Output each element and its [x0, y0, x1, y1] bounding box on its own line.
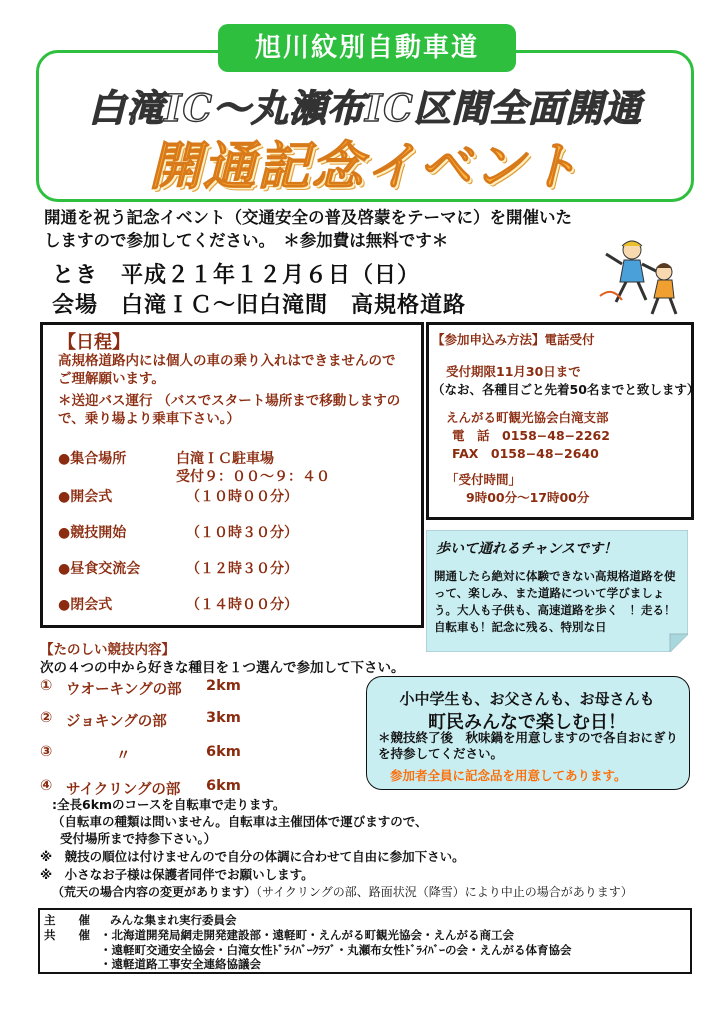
activity-note: ※ 競技の順位は付けませんので自分の体調に合わせて自由に参加下さい。 — [40, 849, 465, 864]
section-title: 白滝IC〜丸瀬布IC区間全面開通 — [88, 86, 642, 130]
host-name: みんな集まれ実行委員会 — [110, 913, 237, 927]
activity-name: サイクリングの部 — [66, 782, 181, 798]
road-name-badge: 旭川紋別自動車道 — [218, 24, 516, 72]
activity-name: 〃 — [116, 748, 131, 764]
event-venue: 会場 白滝ＩＣ〜旧白滝間 高規格道路 — [52, 293, 467, 318]
cohost-label: 共 催 — [44, 928, 90, 942]
activity-note: :全長6kmのコースを自転車で走ります。 — [52, 797, 286, 812]
registration-fax: FAX 0158−48−2640 — [452, 446, 599, 461]
schedule-label: ●昼食交流会 — [58, 561, 141, 577]
activity-number: ② — [40, 710, 53, 726]
town-callout-line-4: 参加者全員に記念品を用意してあります。 — [390, 768, 627, 783]
weather-detail: （サイクリングの部、路面状況（降雪）により中止の場合があります） — [256, 885, 633, 899]
schedule-label: ●開会式 — [58, 489, 113, 505]
registration-limit: （なお、各種目ごと先着50名までと致します） — [432, 382, 700, 397]
hours-label: 「受付時間」 — [446, 472, 522, 487]
cohost-line-1: ・北海道開発局網走開発建設部・遠軽町・えんがる町観光協会・えんがる商工会 — [100, 928, 514, 942]
activity-number: ① — [40, 678, 53, 694]
town-callout-line-1: 小中学生も、お父さんも、お母さんも — [399, 690, 655, 708]
bus-note: ＊送迎バス運行 （バスでスタート場所まで移動しますので、乗り場より乗車下さい。） — [58, 393, 401, 427]
hours-value: 9時00分〜17時00分 — [466, 490, 590, 505]
town-callout-line-2: 町民みんなで楽しむ日！ — [428, 712, 626, 733]
activity-number: ③ — [40, 744, 53, 760]
activity-name: ジョキングの部 — [66, 714, 167, 730]
intro-line-1: 開通を祝う記念イベント（交通安全の普及啓蒙をテーマに）を開催いた — [44, 208, 572, 227]
schedule-time: （１２時３０分） — [186, 561, 298, 577]
activity-number: ④ — [40, 778, 53, 794]
schedule-time: （１０時３０分） — [186, 525, 298, 541]
chance-title: 歩いて通れるチャンスです！ — [436, 541, 618, 557]
activities-header: 【たのしい競技内容】 — [40, 642, 175, 658]
weather-note — [52, 884, 702, 901]
activities-intro: 次の４つの中から好きな種目を１つ選んで参加して下さい。 — [40, 660, 405, 676]
schedule-label: ●閉会式 — [58, 597, 113, 613]
activity-note: ※ 小さなお子様は保護者同伴でお願いします。 — [40, 867, 314, 882]
event-date: とき 平成２１年１２月６日（日） — [52, 263, 421, 288]
activity-distance: 6km — [206, 744, 241, 760]
activity-distance: 2km — [206, 678, 241, 694]
schedule-title: 【日程】 — [58, 332, 130, 353]
intro-line-2: しますので参加してください。 ＊参加費は無料です＊ — [44, 231, 449, 250]
event-title: 開通記念イベント — [148, 137, 581, 197]
activity-distance: 6km — [206, 778, 241, 794]
schedule-time: （１０時００分） — [186, 489, 298, 505]
registration-title: 【参加申込み方法】電話受付 — [432, 332, 595, 347]
registration-org: えんがる町観光協会白滝支部 — [446, 410, 609, 425]
town-callout-line-3: ＊競技終了後 秋味鍋を用意しますので各自おにぎりを持参してください。 — [378, 730, 679, 761]
schedule-note: 高規格道路内には個人の車の乗り入れはできませんのでご理解願います。 — [58, 353, 396, 387]
weather-warning: （荒天の場合内容の変更があります） — [52, 885, 257, 899]
cohost-line-3: ・遠軽道路工事安全連絡協議会 — [100, 957, 261, 971]
schedule-label: ●競技開始 — [58, 525, 127, 541]
chance-body: 開通したら絶対に体験できない高規格道路を使って、楽しみ、また道路について学びましょう。大人も子供も、高速道路を歩く ！走る！自転車も！記念に残る、特別な日 — [434, 569, 676, 634]
host-label: 主 催 — [44, 913, 90, 927]
registration-deadline: 受付期限11月30日まで — [446, 364, 581, 379]
schedule-time: （１４時００分） — [186, 597, 298, 613]
activity-note: （自転車の種類は問いません。自転車は主催団体で運びますので、 — [52, 814, 428, 829]
reception-time: 受付９：００〜９：４０ — [176, 469, 330, 485]
cohost-line-2: ・遠軽町交通安全協会・白滝女性ﾄﾞﾗｲﾊﾞｰｸﾗﾌﾞ・丸瀬布女性ﾄﾞﾗｲﾊﾞｰの会・えんがる体育協会 — [100, 943, 572, 957]
activity-note: 受付場所まで持参下さい。） — [60, 831, 217, 846]
meeting-place-label: ●集合場所 — [58, 451, 127, 467]
registration-tel: 電 話 0158−48−2262 — [452, 428, 610, 443]
children-illustration — [592, 236, 688, 316]
activity-name: ウオーキングの部 — [66, 682, 182, 698]
intro-text — [44, 206, 684, 252]
meeting-place: 白滝ＩＣ駐車場 — [176, 451, 274, 467]
activity-distance: 3km — [206, 710, 241, 726]
